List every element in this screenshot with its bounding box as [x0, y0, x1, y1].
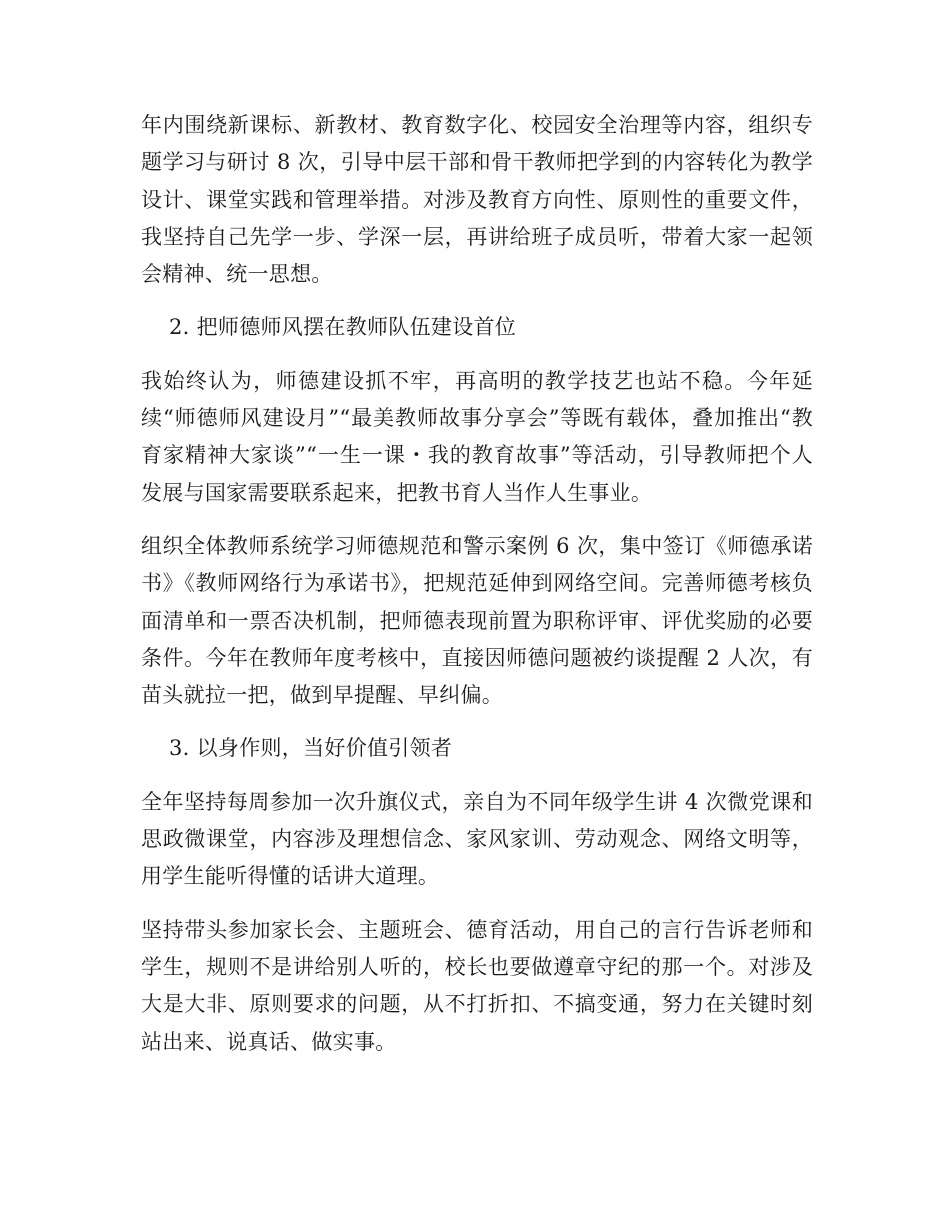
- document-body: [141, 107, 813, 1061]
- paragraph-study-sessions: 年内围绕新课标、新教材、教育数字化、校园安全治理等内容，组织专题学习与研讨 8 次，引导中层干部和骨干教师把学到的内容转化为教学设计、课堂实践和管理举措。对涉及教育方向性、原则性的重要文件，我坚持自己先学一步、学深一层，再讲给班子成员听，带着大家一起领会精神、统一思想。: [141, 113, 813, 287]
- paragraph-flag-ceremony: 全年坚持每周参加一次升旗仪式，亲自为不同年级学生讲 4 次微党课和思政微课堂，内容涉及理想信念、家风家训、劳动观念、网络文明等，用学生能听得懂的话讲大道理。: [141, 789, 813, 889]
- paragraph-ethics-activities: 我始终认为，师德建设抓不牢，再高明的教学技艺也站不稳。今年延续“师德师风建设月”“最美教师故事分享会”等既有载体，叠加推出“教育家精神大家谈”“一生一课・我的教育故事”等活动，引导教师把个人发展与国家需要联系起来，把教书育人当作人生事业。: [141, 368, 813, 505]
- section-heading-teacher-ethics: 2. 把师德师风摆在教师队伍建设首位: [169, 315, 517, 340]
- section-heading-value-leadership: 3. 以身作则，当好价值引领者: [169, 736, 453, 761]
- paragraph-leading-by-example: 坚持带头参加家长会、主题班会、德育活动，用自己的言行告诉老师和学生，规则不是讲给别人听的，校长也要做遵章守纪的那一个。对涉及大是大非、原则要求的问题，从不打折扣、不搞变通，努力在关键时刻站出来、说真话、做实事。: [141, 917, 813, 1054]
- paragraph-ethics-assessment: 组织全体教师系统学习师德规范和警示案例 6 次，集中签订《师德承诺书》《教师网络行为承诺书》，把规范延伸到网络空间。完善师德考核负面清单和一票否决机制，把师德表现前置为职称评审、评优奖励的必要条件。今年在教师年度考核中，直接因师德问题被约谈提醒 2 人次，有苗头就拉一把，做到早提醒、早纠偏。: [141, 533, 813, 708]
